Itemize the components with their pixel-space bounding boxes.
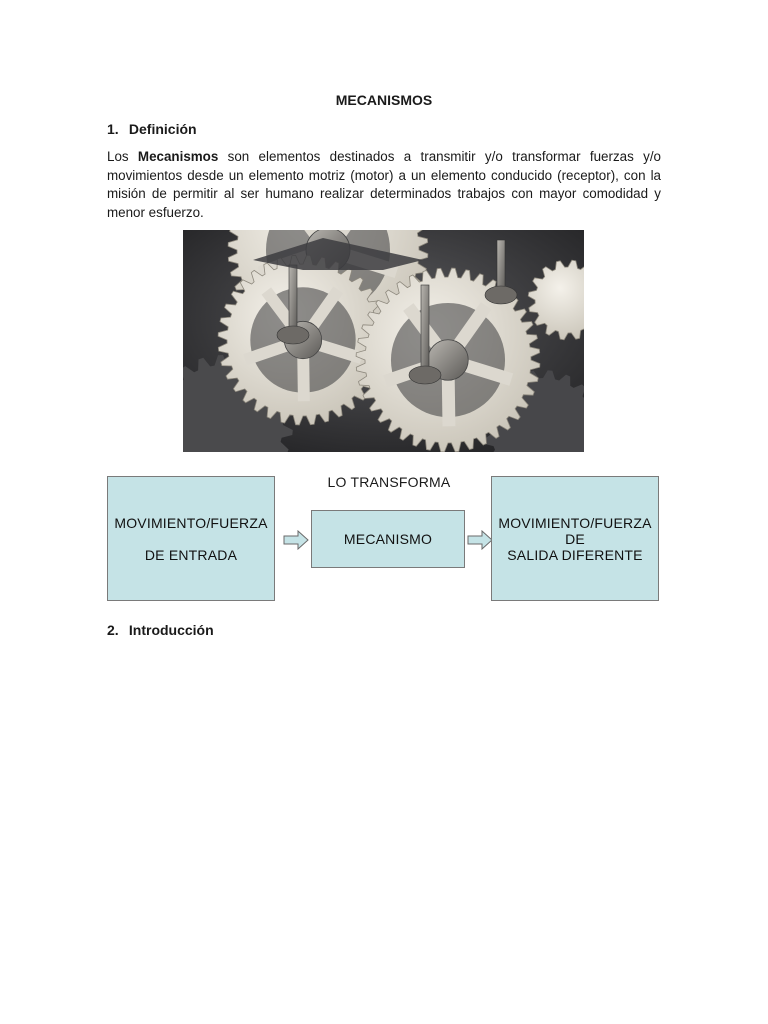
output-box-line1: MOVIMIENTO/FUERZA xyxy=(498,514,652,531)
gears-photo xyxy=(183,230,584,452)
section-number: 1. xyxy=(107,121,119,137)
paragraph-prefix: Los xyxy=(107,149,138,164)
gears-illustration xyxy=(183,230,584,452)
shaft-collar xyxy=(277,326,309,344)
paragraph-text: son elementos destinados a transmitir y/o transformar fuerzas y/o movimientos desde un elemento motriz (motor) a un elemento conducido (receptor), con la misión de permitir al ser humano realizar determinados trabajos con mayor comodidad y menor esfuerzo. xyxy=(107,149,661,220)
input-box xyxy=(107,476,275,601)
arrow-right-icon xyxy=(467,530,493,550)
arrow-right-icon xyxy=(283,530,309,550)
bold-term: Mecanismos xyxy=(137,149,219,164)
input-box-line1: MOVIMIENTO/FUERZA xyxy=(114,514,268,531)
section-number: 2. xyxy=(107,622,119,638)
section-heading-definicion xyxy=(107,121,197,137)
section-heading-introduccion xyxy=(107,622,214,638)
input-box-line2: DE ENTRADA xyxy=(144,546,238,563)
output-box-line3: SALIDA DIFERENTE xyxy=(507,546,643,563)
section-title: Definición xyxy=(128,121,197,137)
shaft xyxy=(289,265,297,335)
output-box-line2: DE xyxy=(565,530,585,547)
page-title: MECANISMOS xyxy=(335,92,433,108)
transform-label: LO TRANSFORMA xyxy=(327,474,451,490)
mechanism-box-label: MECANISMO xyxy=(343,531,433,547)
output-box xyxy=(491,476,659,601)
shaft-collar xyxy=(485,286,517,304)
shaft-collar xyxy=(409,366,441,384)
shaft xyxy=(421,285,429,375)
section-title: Introducción xyxy=(128,622,214,638)
mechanism-box xyxy=(311,510,465,568)
definition-paragraph xyxy=(107,148,661,222)
